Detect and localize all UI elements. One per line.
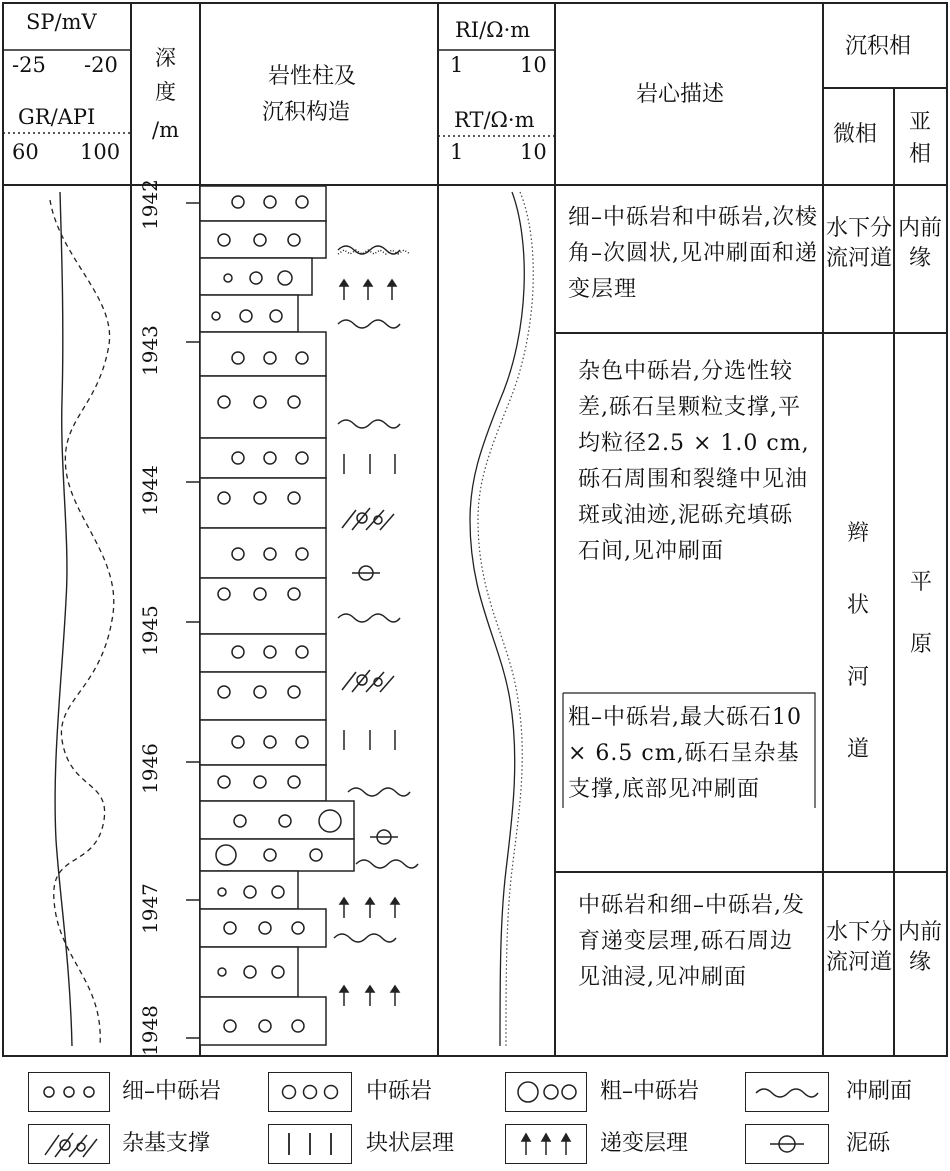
depth-1943: 1943 [138, 325, 162, 376]
lithology-label-2: 沉积构造 [262, 100, 351, 125]
legend-matrix-support-symbol [28, 1124, 110, 1164]
subfacies-label-1: 亚 [909, 110, 932, 135]
subfacies-interval-1: 内前缘 [897, 216, 942, 271]
depth-1942: 1942 [138, 179, 162, 230]
subfacies-label-2: 相 [909, 142, 932, 167]
microfacies-interval-1: 水下分流河道 [826, 216, 893, 271]
description-interval-2a: 杂色中砾岩,分选性较差,砾石呈颗粒支撑,平均粒径2.5 × 1.0 cm,砾石周围和裂缝中见油斑或油迹,泥砾充填砾石间,见冲刷面 [578, 359, 810, 564]
gr-curve [50, 200, 114, 1046]
microfacies-label: 微相 [833, 122, 878, 147]
depth-label-3: /m [152, 118, 179, 142]
microfacies-interval-3: 水下分流河道 [826, 920, 893, 975]
subfacies-interval-3: 内前缘 [897, 920, 942, 975]
sp-label: SP/mV [26, 10, 97, 34]
depth-1948: 1948 [138, 1005, 162, 1056]
graded-bedding-1943 [340, 280, 396, 300]
description-interval-1: 细–中砾岩和中砾岩,次棱角–次圆状,见冲刷面和递变层理 [568, 205, 818, 302]
legend-scour-surface-label: 冲刷面 [846, 1079, 913, 1104]
description-interval-3: 中砾岩和细–中砾岩,发育递变层理,砾石周边见油浸,见冲刷面 [578, 893, 805, 990]
legend-coarse-medium-conglomerate-label: 粗–中砾岩 [600, 1079, 700, 1104]
depth-1944: 1944 [138, 465, 162, 516]
mud-clast-1944 [352, 566, 380, 580]
depth-1947: 1947 [138, 883, 162, 934]
sp-min: -25 [12, 53, 46, 77]
gr-label: GR/API [18, 105, 96, 129]
rt-curve [470, 192, 524, 1046]
mud-clast-1946 [370, 830, 398, 844]
legend-mud-clast-symbol [745, 1124, 829, 1164]
matrix-support-1944 [342, 508, 394, 530]
depth-1945: 1945 [138, 605, 162, 656]
graded-bedding-1948 [340, 986, 399, 1006]
legend-medium-conglomerate-label: 中砾岩 [366, 1079, 433, 1104]
structure-symbols [334, 246, 418, 1006]
graded-bedding-1947 [340, 898, 399, 918]
depth-1946: 1946 [138, 743, 162, 794]
gr-min: 60 [12, 140, 39, 164]
microfacies-interval-2: 辫状河道 [846, 521, 869, 762]
rt-min: 1 [450, 140, 464, 164]
legend-coarse-medium-conglomerate-symbol [505, 1072, 587, 1112]
legend-scour-surface-symbol [745, 1072, 829, 1112]
legend-massive-bedding-symbol [268, 1124, 352, 1164]
subfacies-interval-2: 平原 [909, 570, 932, 657]
sp-curve [55, 192, 72, 1046]
legend-matrix-support-label: 杂基支撑 [122, 1131, 211, 1156]
description-interval-2b: 粗–中砾岩,最大砾石10 × 6.5 cm,砾石呈杂基支撑,底部见冲刷面 [568, 705, 802, 802]
sp-max: -20 [84, 53, 118, 77]
ri-max: 10 [520, 53, 547, 77]
rt-label: RT/Ω·m [454, 108, 535, 132]
legend-graded-bedding-symbol [505, 1124, 587, 1164]
ri-min: 1 [450, 53, 464, 77]
core-description-label: 岩心描述 [636, 82, 725, 107]
ri-label: RI/Ω·m [455, 18, 531, 42]
gr-max: 100 [80, 140, 121, 164]
facies-label: 沉积相 [845, 34, 912, 59]
legend-massive-bedding-label: 块状层理 [366, 1131, 455, 1156]
legend-mud-clast-label: 泥砾 [846, 1131, 891, 1156]
legend-fine-medium-conglomerate-symbol [28, 1072, 110, 1112]
legend-graded-bedding-label: 递变层理 [600, 1131, 689, 1156]
lithology-label-1: 岩性柱及 [268, 64, 357, 89]
massive-bedding-1946 [344, 730, 395, 750]
matrix-support-1945 [342, 670, 394, 692]
depth-label-1: 深 [155, 46, 176, 70]
legend-medium-conglomerate-symbol [268, 1072, 352, 1112]
lithology-blocks [200, 186, 354, 1045]
depth-label-2: 度 [155, 80, 176, 104]
massive-bedding-1944 [344, 454, 395, 474]
rt-max: 10 [520, 140, 547, 164]
legend-fine-medium-conglomerate-label: 细–中砾岩 [122, 1079, 222, 1104]
